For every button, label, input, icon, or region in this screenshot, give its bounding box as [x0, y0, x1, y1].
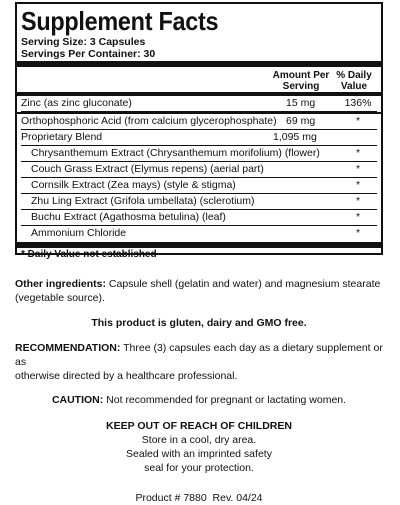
nutrient-row-zhu-ling: Zhu Ling Extract (Grifola umbellata) (sclerotium) *	[21, 194, 377, 210]
servings-per-container: Servings Per Container: 30	[21, 48, 156, 60]
daily-value-header: % Daily Value	[336, 70, 372, 92]
product-number: Product # 7880 Rev. 04/24	[135, 492, 263, 504]
amount-header: Amount Per Serving	[272, 70, 330, 92]
nutrient-row-cornsilk: Cornsilk Extract (Zea mays) (style & stigma) *	[21, 178, 377, 194]
other-ingredients: Other ingredients: Capsule shell (gelatin and water) and magnesium stearate (vegetable source).	[15, 278, 381, 304]
footnote: * Daily Value not established	[21, 249, 157, 260]
nutrient-row-zinc: Zinc (as zinc gluconate) 15 mg 136%	[21, 96, 377, 112]
caution: CAUTION: Not recommended for pregnant or lactating women.	[51, 394, 347, 406]
nutrient-row-ammonium-chloride: Ammonium Chloride *	[31, 227, 361, 239]
storage: KEEP OUT OF REACH OF CHILDREN Store in a cool, dry area. Sealed with an imprinted safety seal for your protection.	[106, 420, 292, 474]
nutrient-row-buchu: Buchu Extract (Agathosma betulina) (leaf) *	[21, 210, 377, 226]
supplement-facts-panel	[15, 2, 383, 260]
panel-title: Supplement Facts	[21, 6, 219, 36]
free-statement: This product is gluten, dairy and GMO free.	[91, 317, 307, 329]
recommendation: RECOMMENDATION: Three (3) capsules each day as a dietary supplement or as otherwise directed by a healthcare professional.	[15, 342, 383, 382]
label-text	[15, 259, 383, 505]
nutrient-row-orthophosphoric-acid: Orthophosphoric Acid (from calcium glycerophosphate) 69 mg *	[21, 114, 377, 130]
nutrient-row-proprietary-blend: Proprietary Blend 1,095 mg	[21, 130, 377, 146]
column-header	[21, 67, 377, 92]
serving-size: Serving Size: 3 Capsules	[21, 36, 146, 48]
nutrient-row-chrysanthemum: Chrysanthemum Extract (Chrysanthemum morifolium) (flower) *	[21, 146, 377, 162]
nutrient-row-couch-grass: Couch Grass Extract (Elymus repens) (aerial part) *	[21, 162, 377, 178]
